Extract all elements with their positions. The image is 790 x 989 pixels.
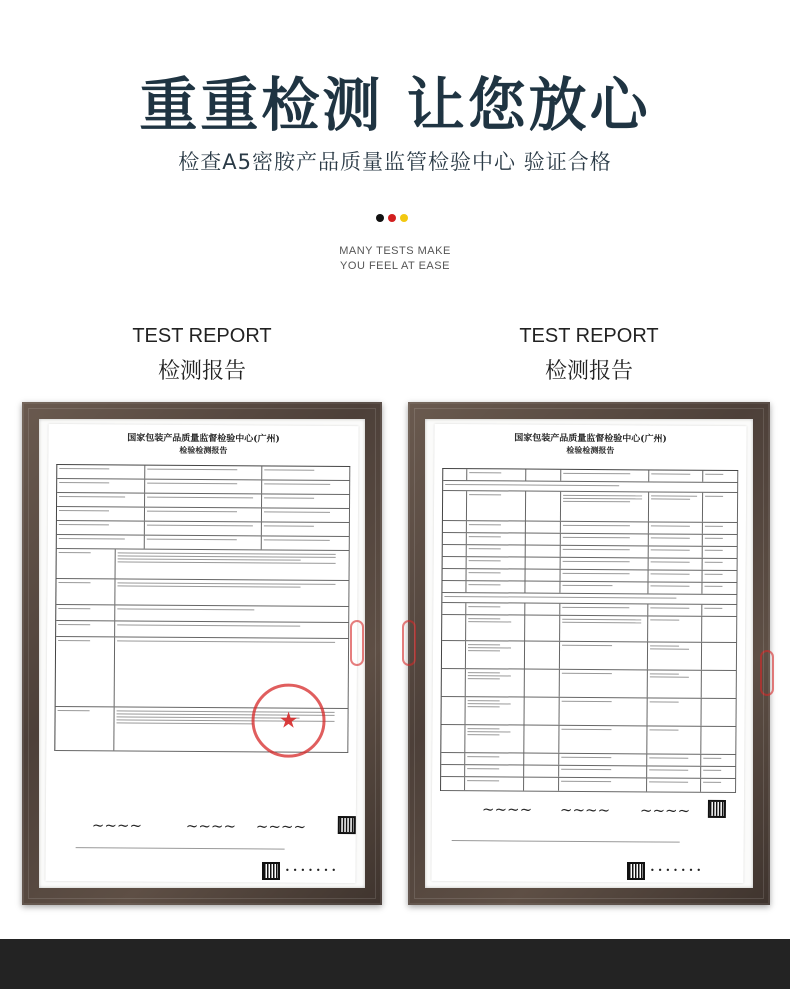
report-2-doc-subtitle: 检验检测报告: [566, 444, 615, 456]
report-2-signature-3: ~~~~: [639, 801, 691, 820]
dot-yellow: [400, 214, 408, 222]
report-1-footer: [76, 845, 296, 851]
report-1-qr-code: [338, 816, 356, 834]
report-1-frame: [22, 402, 382, 905]
report-1-signature-1: ~~~~: [91, 816, 143, 835]
report-2-signature-1: ~~~~: [481, 800, 533, 819]
report-1-caption-cn: 检测报告: [157, 359, 246, 384]
report-1-bottom-qr: [262, 862, 280, 880]
report-2-table: [440, 468, 738, 793]
report-2-signature-2: ~~~~: [559, 800, 611, 820]
report-1-signature-2: ~~~~: [185, 816, 237, 836]
report-2-bottom-qr: [627, 862, 645, 880]
dot-black: [376, 214, 384, 222]
report-2-dots-row: •••••••: [650, 866, 705, 875]
report-2-mat: [425, 419, 753, 888]
report-1-signature-3: ~~~~: [255, 817, 307, 836]
report-1-edge-seal: [350, 620, 364, 666]
report-2-document: [431, 424, 746, 883]
report-2-caption-en: TEST REPORT: [519, 325, 659, 347]
report-2-edge-seal-right: [760, 650, 774, 696]
report-1-caption-en: TEST REPORT: [132, 325, 272, 347]
report-1-dots-row: •••••••: [285, 866, 340, 875]
report-2-frame: [408, 402, 770, 905]
report-1-mat: [39, 419, 365, 888]
page-title: 重重检测 让您放心: [139, 71, 651, 139]
page-subtitle: 检查A5密胺产品质量监管检验中心 验证合格: [178, 150, 612, 174]
report-2-doc-title: 国家包装产品质量监督检验中心(广州): [514, 433, 667, 445]
report-1-doc-title: 国家包装产品质量监督检验中心(广州): [127, 433, 280, 445]
footer-bar: [0, 939, 790, 989]
report-1-document: [45, 424, 358, 883]
decorative-dots: [376, 214, 408, 222]
dot-red: [388, 214, 396, 222]
report-1-doc-subtitle: 检验检测报告: [179, 444, 228, 456]
tagline-line-2: YOU FEEL AT EASE: [340, 260, 450, 272]
report-2-edge-seal-left: [402, 620, 416, 666]
report-2-caption-cn: 检测报告: [544, 359, 633, 384]
tagline-line-1: MANY TESTS MAKE: [339, 245, 451, 257]
report-2-qr-code: [708, 800, 726, 818]
report-2-footer: [452, 838, 692, 844]
report-1-official-seal: ★: [251, 683, 326, 758]
